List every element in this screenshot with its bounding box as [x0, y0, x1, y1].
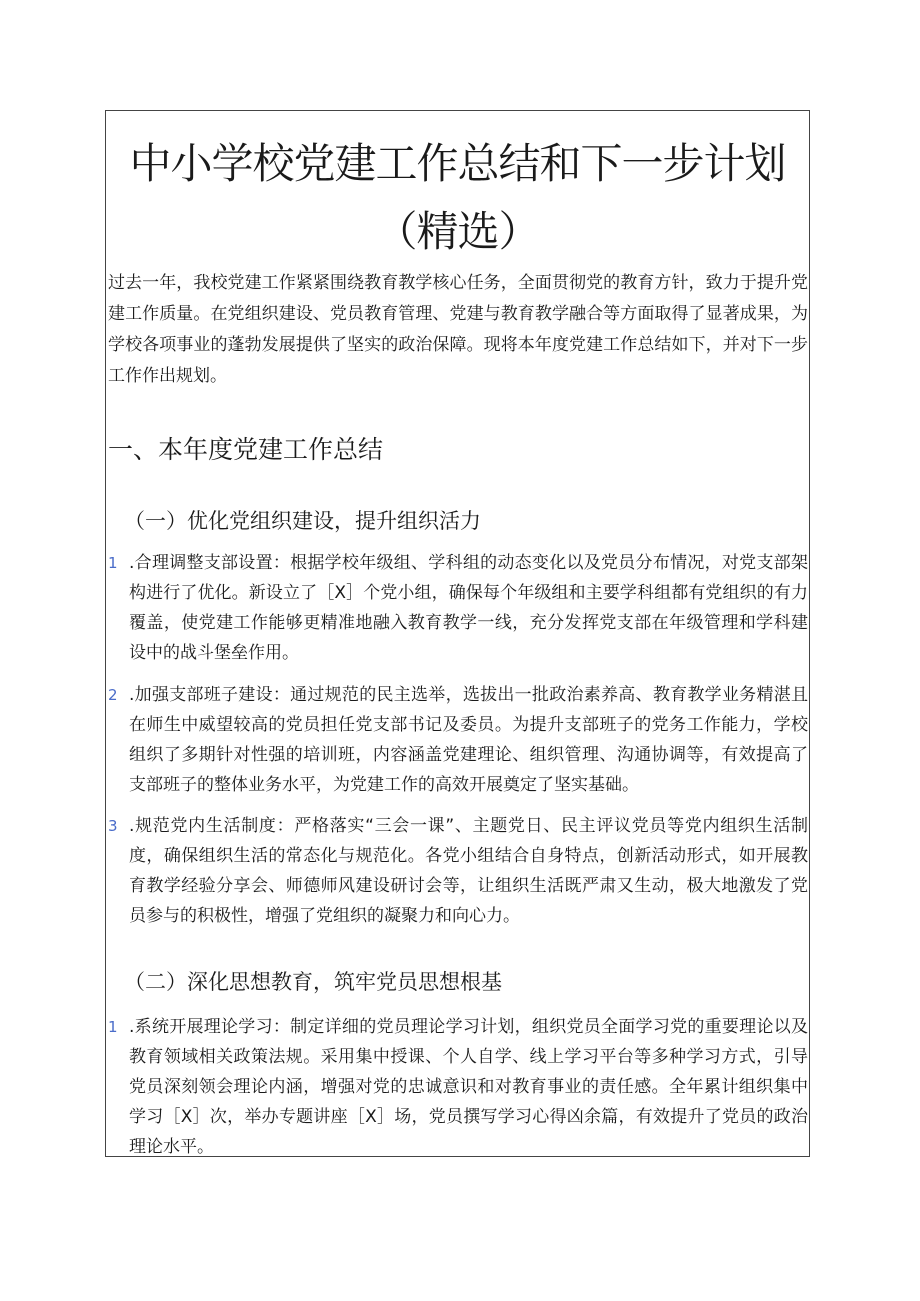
- list-item: [108, 1012, 808, 1162]
- list-number: 2: [108, 686, 118, 704]
- document-title: 中小学校党建工作总结和下一步计划: [129, 139, 786, 188]
- subsection-heading-1: （一）优化党组织建设，提升组织活力: [124, 509, 481, 533]
- list-item: [108, 811, 808, 931]
- list-item-text: .合理调整支部设置：根据学校年级组、学科组的动态变化以及党员分布情况，对党支部架构进行了优化。新设立了［X］个党小组，确保每个年级组和主要学科组都有党组织的有力覆盖，使党建工作能够更精准地融入教育教学一线，充分发挥党支部在年级管理和学科建设中的战斗堡垒作用。: [129, 553, 808, 663]
- list-item-text: .规范党内生活制度：严格落实“三会一课”、主题党日、民主评议党员等党内组织生活制度，确保组织生活的常态化与规范化。各党小组结合自身特点，创新活动形式，如开展教育教学经验分享会、师德师风建设研讨会等，让组织生活既严肃又生动，极大地激发了党员参与的积极性，增强了党组织的凝聚力和向心力。: [129, 816, 808, 926]
- list-number: 1: [108, 554, 118, 572]
- section-heading: 一、本年度党建工作总结: [108, 435, 384, 464]
- intro-paragraph: 过去一年，我校党建工作紧紧围绕教育教学核心任务，全面贯彻党的教育方针，致力于提升党建工作质量。在党组织建设、党员教育管理、党建与教育教学融合等方面取得了显著成果，为学校各项事业的蓬勃发展提供了坚实的政治保障。现将本年度党建工作总结如下，并对下一步工作作出规划。: [108, 273, 808, 386]
- subsection-heading-2: （二）深化思想教育，筑牢党员思想根基: [124, 970, 502, 994]
- list-item-text: .系统开展理论学习：制定详细的党员理论学习计划，组织党员全面学习党的重要理论以及教育领域相关政策法规。采用集中授课、个人自学、线上学习平台等多种学习方式，引导党员深刻领会理论内涵，增强对党的忠诚意识和对教育事业的责任感。全年累计组织集中学习［X］次，举办专题讲座［X］场，党员撰写学习心得凶余篇，有效提升了党员的政治理论水平。: [129, 1017, 808, 1157]
- list-item: [108, 548, 808, 668]
- list-number: 1: [108, 1018, 118, 1036]
- document-title-suffix: （精选）: [375, 207, 540, 256]
- list-item-text: .加强支部班子建设：通过规范的民主选举，选拔出一批政治素养高、教育教学业务精湛且在师生中威望较高的党员担任党支部书记及委员。为提升支部班子的党务工作能力，学校组织了多期针对性强的培训班，内容涵盖党建理论、组织管理、沟通协调等，有效提高了支部班子的整体业务水平，为党建工作的高效开展奠定了坚实基础。: [129, 685, 808, 795]
- list-number: 3: [108, 817, 118, 835]
- list-item: [108, 680, 808, 800]
